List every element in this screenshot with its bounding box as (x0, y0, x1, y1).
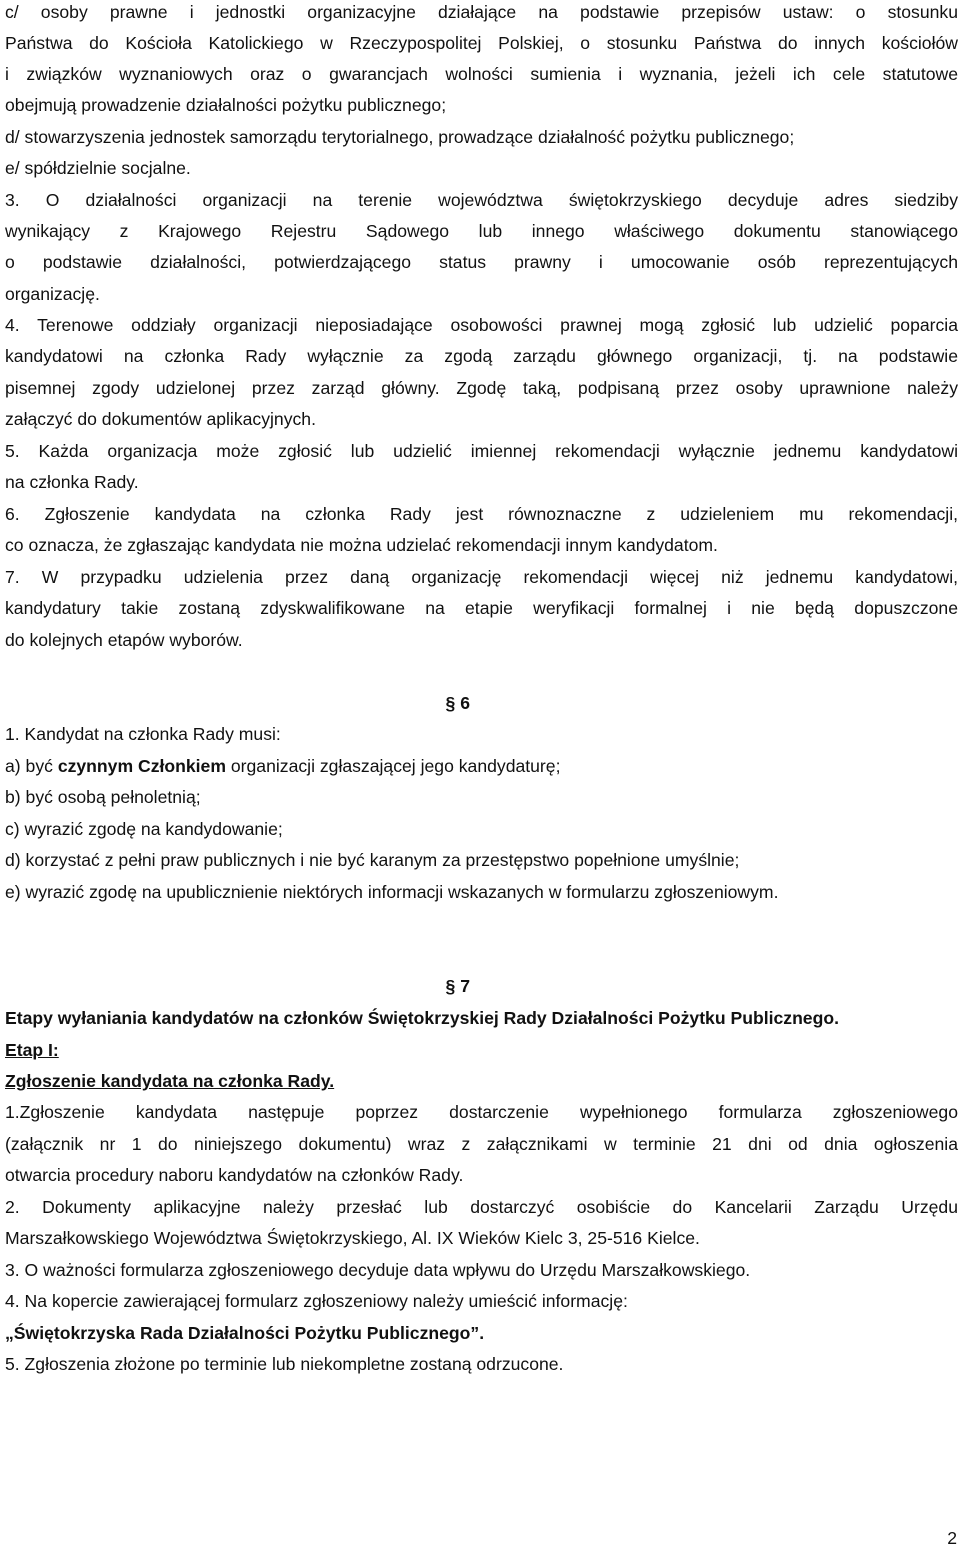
list-item: c) wyrazić zgodę na kandydowanie; (5, 819, 283, 839)
section-number: 7 (460, 976, 470, 996)
paragraph-line: 1.Zgłoszenie kandydata następuje poprzez dostarczenie wypełnionego formularza zgłoszeniowego (5, 1102, 958, 1122)
paragraph-line: organizację. (5, 284, 100, 304)
paragraph-line: załączyć do dokumentów aplikacyjnych. (5, 409, 316, 429)
paragraph-line: (załącznik nr 1 do niniejszego dokumentu) wraz z załącznikami w terminie 21 dni od dnia ogłoszenia (5, 1134, 958, 1154)
section-symbol: § (445, 976, 456, 996)
paragraph-line: d/ stowarzyszenia jednostek samorządu terytorialnego, prowadzące działalność pożytku publicznego; (5, 127, 795, 147)
paragraph-line: na członka Rady. (5, 472, 139, 492)
list-item: d) korzystać z pełni praw publicznych i nie być karanym za przestępstwo popełnione umyślnie; (5, 850, 740, 870)
list-item: a) być czynnym Członkiem organizacji zgłaszającej jego kandydaturę; (5, 756, 561, 776)
paragraph-line: 3. O działalności organizacji na terenie województwa świętokrzyskiego decyduje adres siedziby (5, 190, 958, 210)
list-intro: 1. Kandydat na członka Rady musi: (5, 724, 281, 744)
stage-label: Etap I: (5, 1040, 59, 1060)
paragraph-line: obejmują prowadzenie działalności pożytku publicznego; (5, 95, 447, 115)
paragraph-line: o podstawie działalności, potwierdzającego status prawny i umocowanie osób reprezentujących (5, 252, 958, 272)
page-number: 2 (947, 1528, 957, 1548)
paragraph-line: 3. O ważności formularza zgłoszeniowego decyduje data wpływu do Urzędu Marszałkowskiego. (5, 1260, 751, 1280)
paragraph-line: 6. Zgłoszenie kandydata na członka Rady jest równoznaczne z udzieleniem mu rekomendacji, (5, 504, 958, 524)
envelope-label: „Świętokrzyska Rada Działalności Pożytku Publicznego”. (5, 1323, 485, 1343)
paragraph-line: do kolejnych etapów wyborów. (5, 630, 243, 650)
list-item: b) być osobą pełnoletnią; (5, 787, 201, 807)
paragraph-line: kandydatowi na członka Rady wyłącznie za zgodą zarządu głównego organizacji, tj. na podstawie (5, 346, 958, 366)
section-heading-7 (5, 975, 958, 997)
paragraph-line: kandydatury takie zostaną zdyskwalifikowane na etapie weryfikacji formalnej i nie będą dopuszczone (5, 598, 958, 618)
section-symbol: § (445, 693, 456, 713)
paragraph-line: pisemnej zgody udzielonej przez zarząd główny. Zgodę taką, podpisaną przez osoby uprawnione należy (5, 378, 958, 398)
paragraph-line: 2. Dokumenty aplikacyjne należy przesłać lub dostarczyć osobiście do Kancelarii Zarządu Urzędu (5, 1197, 958, 1217)
section-title: Etapy wyłaniania kandydatów na członków Świętokrzyskiej Rady Działalności Pożytku Publicznego. (5, 1008, 839, 1028)
paragraph-line: Państwa do Kościoła Katolickiego w Rzeczypospolitej Polskiej, o stosunku Państwa do innych kościołów (5, 33, 958, 53)
stage-title: Zgłoszenie kandydata na członka Rady. (5, 1071, 335, 1091)
paragraph-line: Marszałkowskiego Województwa Świętokrzyskiego, Al. IX Wieków Kielc 3, 25-516 Kielce. (5, 1228, 700, 1248)
section-heading-6 (5, 692, 958, 714)
paragraph-line: 4. Terenowe oddziały organizacji nieposiadające osobowości prawnej mogą zgłosić lub udzielić poparcia (5, 315, 958, 335)
paragraph-line: 5. Każda organizacja może zgłosić lub udzielić imiennej rekomendacji wyłącznie jednemu kandydatowi (5, 441, 958, 461)
paragraph-line: 7. W przypadku udzielenia przez daną organizację rekomendacji więcej niż jednemu kandydatowi, (5, 567, 958, 587)
paragraph-line: i związków wyznaniowych oraz o gwarancjach wolności sumienia i wyznania, jeżeli ich cele statutowe (5, 64, 958, 84)
section-number: 6 (460, 693, 470, 713)
paragraph-line: c/ osoby prawne i jednostki organizacyjne działające na podstawie przepisów ustaw: o stosunku (5, 2, 958, 22)
paragraph-line: otwarcia procedury naboru kandydatów na członków Rady. (5, 1165, 464, 1185)
list-item: e) wyrazić zgodę na upublicznienie niektórych informacji wskazanych w formularzu zgłoszeniowym. (5, 882, 779, 902)
paragraph-line: wynikający z Krajowego Rejestru Sądowego lub innego właściwego dokumentu stanowiącego (5, 221, 958, 241)
paragraph-line: e/ spółdzielnie socjalne. (5, 158, 191, 178)
paragraph-line: 5. Zgłoszenia złożone po terminie lub niekompletne zostaną odrzucone. (5, 1354, 564, 1374)
paragraph-line: co oznacza, że zgłaszając kandydata nie można udzielać rekomendacji innym kandydatom. (5, 535, 718, 555)
paragraph-line: 4. Na kopercie zawierającej formularz zgłoszeniowy należy umieścić informację: (5, 1291, 628, 1311)
